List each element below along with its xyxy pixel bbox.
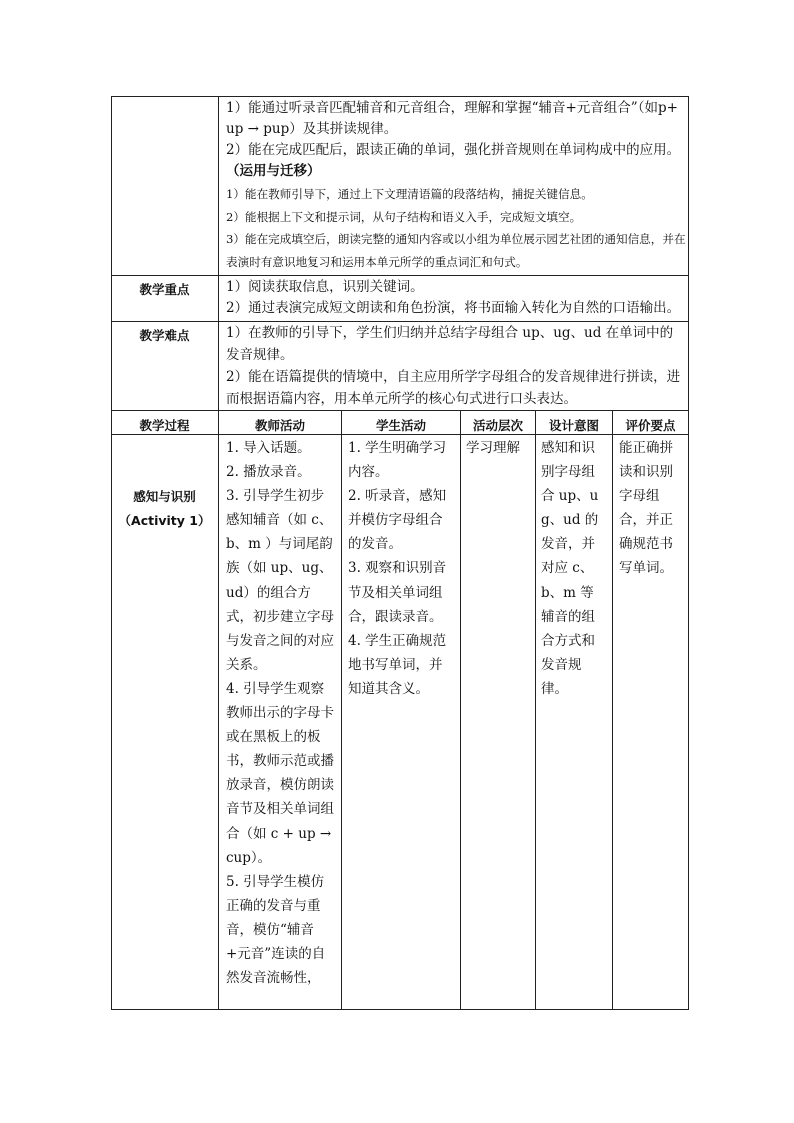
- activity-level: 学习理解: [466, 440, 520, 456]
- table-border-top: [111, 96, 689, 97]
- table-col-rule-4: [535, 410, 536, 1010]
- header-process: 教学过程: [139, 418, 190, 433]
- activity-subtitle: （Activity 1）: [118, 513, 211, 528]
- table-border-right: [688, 96, 689, 1010]
- table-rule-row4: [111, 410, 689, 411]
- table-col-rule-2: [341, 410, 342, 1010]
- design-intent: 感知和识别字母组合 up、ug、ud 的发音，并对应 c、b、m 等辅音的组合方式和发音规律。: [541, 440, 599, 697]
- table-rule-row5: [111, 434, 689, 435]
- header-teacher: 教师活动: [254, 418, 305, 433]
- transfer-subheading: （运用与迁移）: [226, 163, 321, 179]
- table-border-bottom: [111, 1009, 689, 1010]
- header-student: 学生活动: [375, 418, 426, 433]
- objectives-label-cell: [111, 96, 218, 275]
- key-point-1: 1）阅读获取信息，识别关键词。: [226, 279, 424, 295]
- table-rule-row2: [111, 275, 689, 276]
- objectives-cell: [222, 97, 688, 275]
- header-evaluation: 评价要点: [625, 418, 676, 433]
- difficulty-2: 2）能在语篇提供的情境中，自主应用所学字母组合的发音规律进行拼读，进而根据语篇内容，用本单元所学的核心句式进行口头表达。: [226, 369, 681, 407]
- objective-line-2: 2）能在完成匹配后，跟读正确的单词，强化拼音规则在单词构成中的应用。: [226, 142, 681, 158]
- transfer-line-3: 3）能在完成填空后，朗读完整的通知内容或以小组为单位展示园艺社团的通知信息，并在表演时有意识地复习和运用本单元所学的重点词汇和句式。: [226, 232, 686, 269]
- header-level: 活动层次: [472, 418, 523, 433]
- table-rule-row3: [111, 321, 689, 322]
- key-points-label: 教学重点: [139, 282, 190, 297]
- table-col-rule-5: [612, 410, 613, 1010]
- objective-line-1: 1）能通过听录音匹配辅音和元音组合，理解和掌握“辅音+元音组合”（如p+ up → pup）及其拼读规律。: [226, 100, 678, 137]
- transfer-line-1: 1）能在教师引导下，通过上下文理清语篇的段落结构，捕捉关键信息。: [226, 187, 593, 201]
- table-col-rule-3: [460, 410, 461, 1010]
- student-activities: 1. 学生明确学习内容。 2. 听录音，感知并模仿字母组合的发音。 3. 观察和识别音节及相关单词组合，跟读录音。 4. 学生正确规范地书写单词，并知道其含义。: [348, 440, 447, 697]
- difficulties-cell: [222, 322, 688, 410]
- teacher-activities: 1. 导入话题。 2. 播放录音。 3. 引导学生初步感知辅音（如 c、b、m ）与词尾韵族（如 up、ug、ud）的组合方式，初步建立字母与发音之间的对应关系。 4. 引导学生观察教师出示的字母卡或在黑板上的板书，教师示范或播放录音，模仿朗读音节及相关单词组合（如 c + up → cup）。 5. 引导学生模仿正确的发音与重音，模仿“辅音+元音”连读的自然发音流畅性，: [226, 440, 334, 987]
- difficulty-1: 1）在教师的引导下，学生们归纳并总结字母组合 up、ug、ud 在单词中的发音规律。: [226, 325, 674, 363]
- table-border-left: [111, 96, 112, 1010]
- key-points-cell: [222, 277, 688, 321]
- table-col-rule-1: [218, 96, 219, 1010]
- key-point-2: 2）通过表演完成短文朗读和角色扮演，将书面输入转化为自然的口语输出。: [226, 300, 681, 316]
- transfer-line-2: 2）能根据上下文和提示词，从句子结构和语义入手，完成短文填空。: [226, 209, 582, 224]
- activity-title: 感知与识别: [133, 489, 196, 504]
- header-intent: 设计意图: [548, 418, 599, 433]
- evaluation-points: 能正确拼读和识别字母组合，并正确规范书写单词。: [619, 440, 673, 577]
- difficulties-label: 教学难点: [139, 328, 190, 343]
